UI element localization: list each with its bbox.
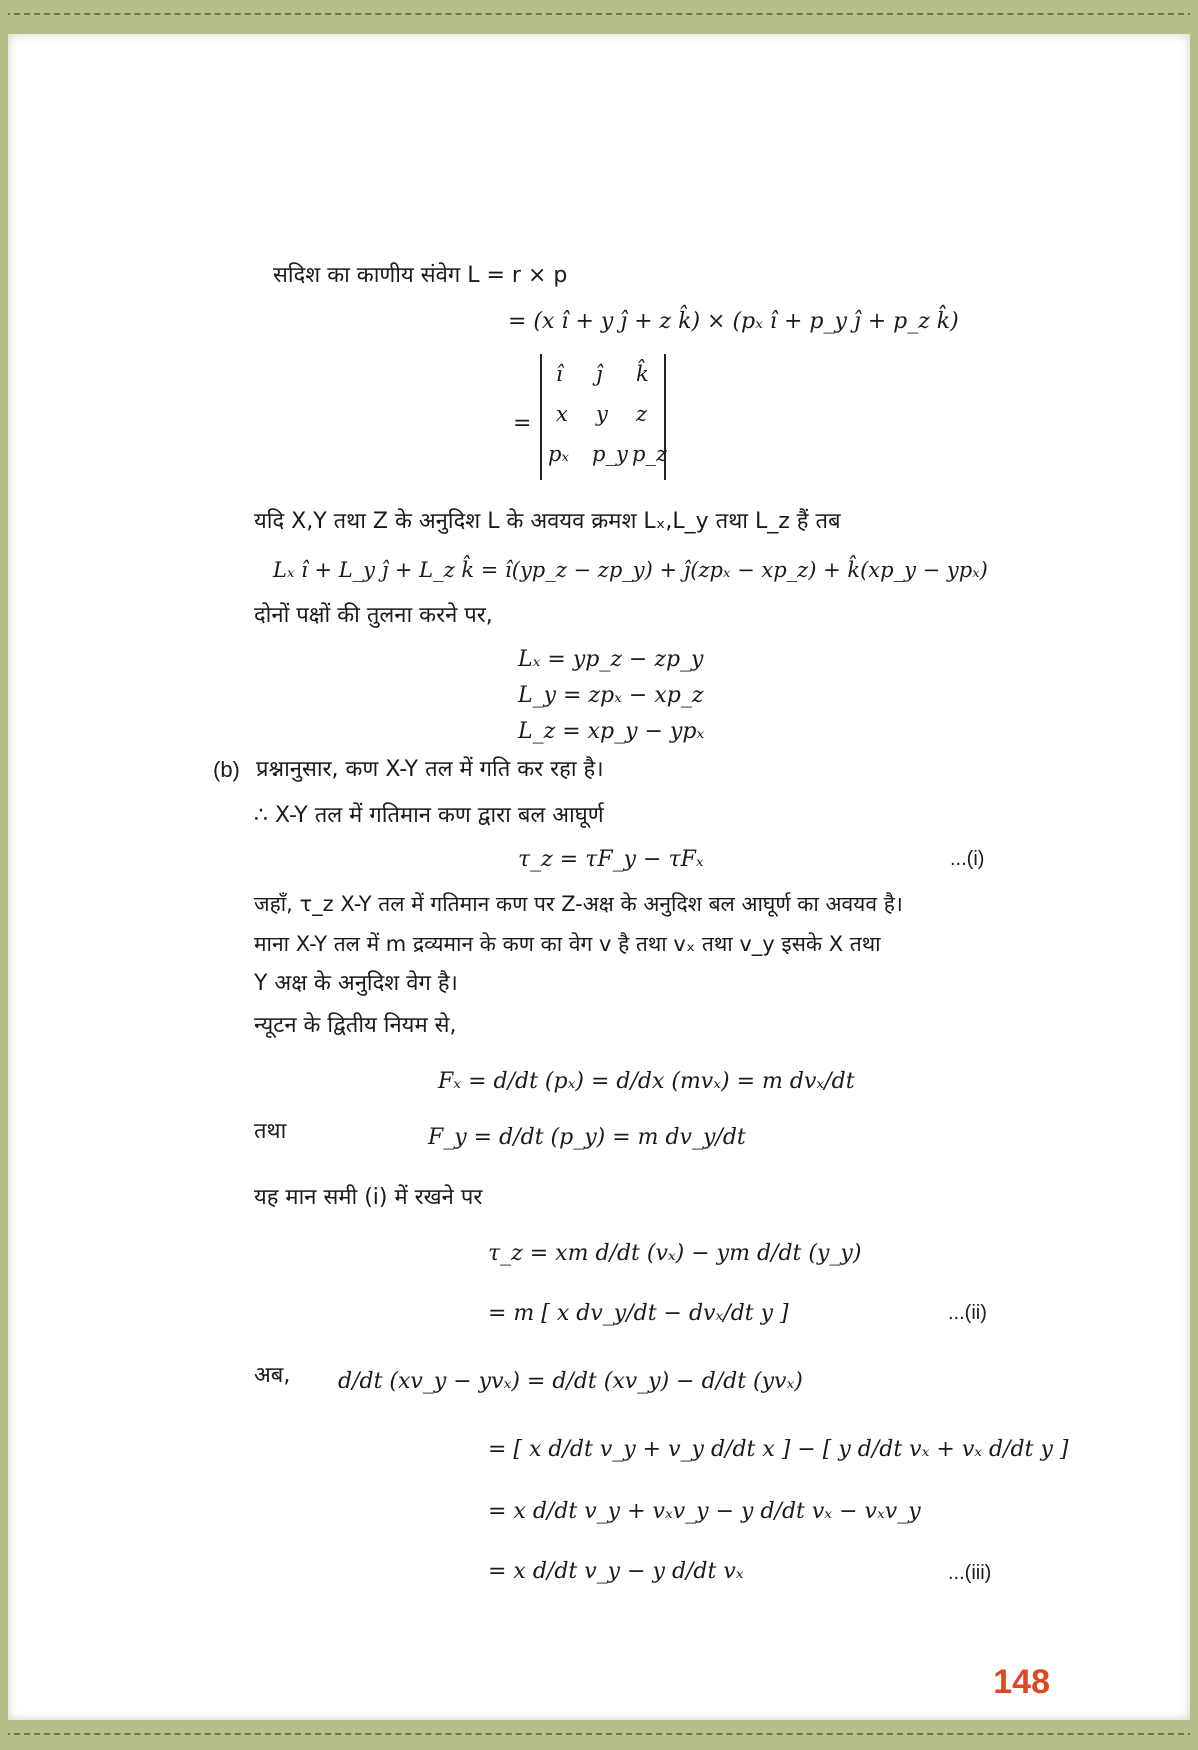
text-line-14: माना X-Y तल में m द्रव्यमान के कण का वेग v है तथा vₓ तथा v_y इसके X तथा — [254, 932, 881, 956]
text-line-6: दोनों पक्षों की तुलना करने पर, — [254, 603, 493, 628]
part-label-b: (b) — [213, 757, 240, 782]
equation-derivative: d/dt (xv_y − yvₓ) = d/dt (xv_y) − d/dt (yvₓ) — [338, 1369, 803, 1394]
determinant — [540, 354, 666, 480]
det-r1c2: ĵ — [596, 362, 603, 386]
equation-line-5: Lₓ î + L_y ĵ + L_z k̂ = î(yp_z − zp_y) + ĵ(zpₓ − xp_z) + k̂(xp_y − ypₓ) — [273, 558, 988, 582]
text-line-10: प्रश्नानुसार, कण X-Y तल में गति कर रहा है। — [256, 757, 604, 782]
det-r1c1: î — [556, 362, 563, 386]
det-r2c1: x — [556, 402, 568, 426]
text-line-15: Y अक्ष के अनुदिश वेग है। — [254, 971, 458, 996]
equation-fy: F_y = d/dt (p_y) = m dv_y/dt — [428, 1125, 746, 1150]
eq-tag-i: ...(i) — [950, 848, 985, 870]
equation-lx: Lₓ = yp_z − zp_y — [518, 647, 704, 672]
equation-fx: Fₓ = d/dt (pₓ) = d/dx (mvₓ) = m dvₓ/dt — [438, 1069, 855, 1094]
top-border — [0, 0, 1198, 34]
text-tatha: तथा — [254, 1119, 287, 1144]
text-line-13: जहाँ, τ_z X-Y तल में गतिमान कण पर Z-अक्ष के अनुदिश बल आघूर्ण का अवयव है। — [254, 892, 903, 916]
equation-line-2: = (x î + y ĵ + z k̂) × (pₓ î + p_y ĵ + p_z k̂) — [508, 309, 959, 334]
det-r2c2: y — [596, 402, 608, 426]
text-line-16: न्यूटन के द्वितीय नियम से, — [254, 1013, 457, 1038]
eq-tag-ii: ...(ii) — [948, 1302, 987, 1324]
equation-tauz: τ_z = xm d/dt (vₓ) − ym d/dt (y_y) — [488, 1241, 862, 1266]
text-line-1: सदिश का काणीय संवेग L = r × p — [273, 263, 568, 288]
text-line-19: यह मान समी (i) में रखने पर — [254, 1185, 483, 1210]
equation-tauz-2: = m [ x dv_y/dt − dvₓ/dt y ] — [488, 1301, 789, 1326]
text-line-11: ∴ X-Y तल में गतिमान कण द्वारा बल आघूर्ण — [254, 803, 604, 828]
det-r1c3: k̂ — [636, 362, 649, 386]
text-ab: अब, — [254, 1363, 291, 1388]
equation-derivative-3: = x d/dt v_y + vₓv_y − y d/dt vₓ − vₓv_y — [488, 1499, 921, 1524]
det-r3c2: p_y — [592, 442, 628, 466]
equation-torque: τ_z = τF_y − τFₓ — [518, 847, 704, 872]
text-line-4: यदि X,Y तथा Z के अनुदिश L के अवयव क्रमश Lₓ,L_y तथा L_z हैं तब — [254, 509, 841, 534]
det-r3c3: p_z — [632, 442, 668, 466]
equation-ly: L_y = zpₓ − xp_z — [518, 683, 704, 708]
det-equals: = — [513, 411, 532, 436]
bottom-border — [0, 1720, 1198, 1750]
equation-derivative-4: = x d/dt v_y − y d/dt vₓ — [488, 1559, 744, 1584]
right-border — [1190, 0, 1198, 1750]
page-number: 148 — [993, 1663, 1050, 1701]
det-r2c3: z — [636, 402, 648, 426]
equation-derivative-2: = [ x d/dt v_y + v_y d/dt x ] − [ y d/dt vₓ + vₓ d/dt y ] — [488, 1437, 1069, 1462]
equation-lz: L_z = xp_y − ypₓ — [518, 719, 705, 744]
det-r3c1: pₓ — [548, 442, 569, 466]
eq-tag-iii: ...(iii) — [948, 1562, 992, 1584]
page — [8, 34, 1190, 1720]
left-border — [0, 0, 8, 1750]
